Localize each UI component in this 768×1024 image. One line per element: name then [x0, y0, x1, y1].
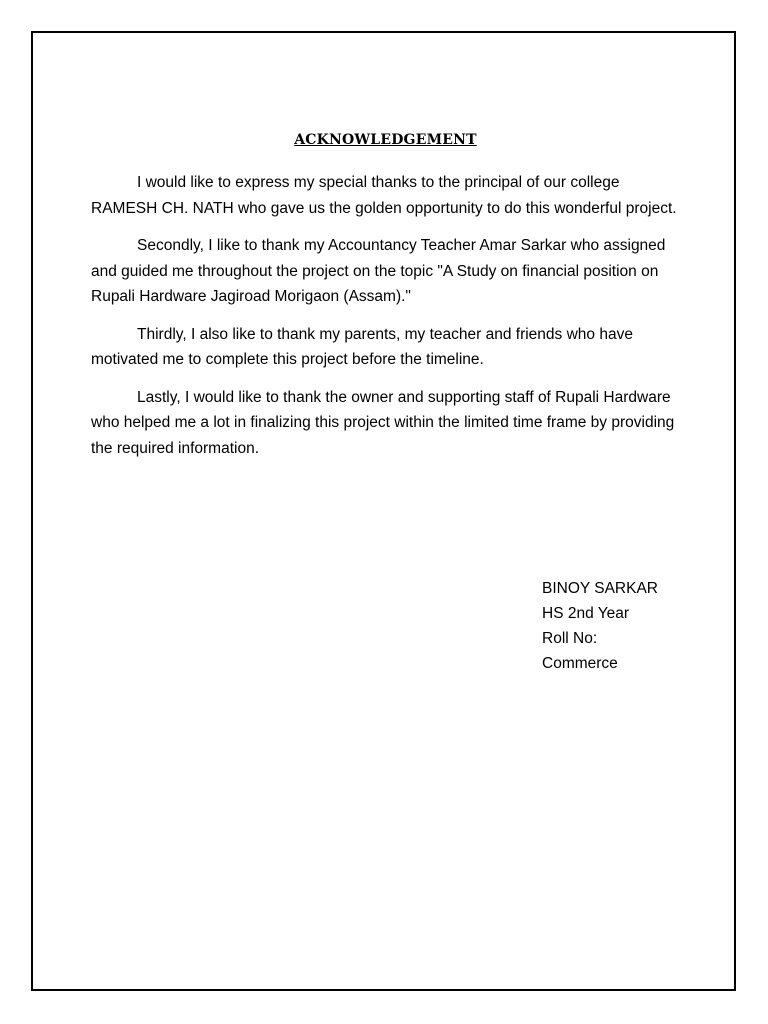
document-title: ACKNOWLEDGEMENT: [294, 132, 477, 148]
signature-name: BINOY SARKAR: [542, 580, 659, 597]
paragraph-staff: Lastly, I would like to thank the owner and supporting staff of Rupali Hardware who helped me a lot in finalizing this project within the limited time frame by providing the required information.: [91, 388, 675, 457]
signature-class: HS 2nd Year: [542, 605, 630, 622]
signature-roll: Roll No:: [542, 630, 598, 647]
paragraph-parents: Thirdly, I also like to thank my parents, my teacher and friends who have motivated me to complete this project before the timeline.: [91, 325, 633, 368]
document-body: [91, 170, 681, 473]
paragraph-principal: I would like to express my special thanks to the principal of our college RAMESH CH. NATH who gave us the golden opportunity to do this wonderful project.: [91, 174, 677, 217]
signature-block: [542, 576, 658, 676]
signature-stream: Commerce: [542, 655, 618, 672]
paragraph-teacher: Secondly, I like to thank my Accountancy Teacher Amar Sarkar who assigned and guided me throughout the project on the topic "A Study on financial position on Rupali Hardware Jagiroad Morigaon (Assam).": [91, 237, 666, 305]
document-page: [31, 31, 736, 991]
